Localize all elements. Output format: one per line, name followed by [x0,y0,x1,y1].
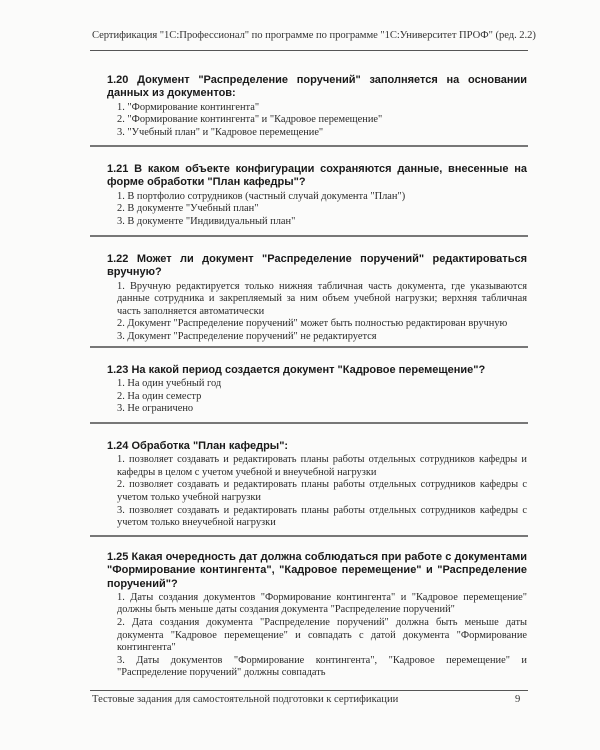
question-title: 1.20 Документ "Распределение поручений" заполняется на основании данных из документов: [107,74,527,100]
answer-list [107,592,527,680]
answer-list [107,102,527,140]
answer-option: 1. На один учебный год [117,378,222,390]
answer-option: 1. "Формирование контингента" [117,101,260,113]
answer-list [107,281,527,344]
answer-option: 1. Даты создания документов "Формирование контингента" и "Кадровое перемещение" должны быть меньше даты создания документа "Распределение поручений" [117,591,527,616]
page-footer: Тестовые задания для самостоятельной подготовки к сертификации [92,694,399,705]
question-1-21 [107,163,527,228]
answer-option: 3. позволяет создавать и редактировать планы работы отдельных сотрудников кафедры с учетом только внеучебной нагрузки [117,504,527,529]
question-divider [90,346,528,348]
question-title: 1.21 В каком объекте конфигурации сохраняются данные, внесенные на форме обработки "План кафедры"? [107,163,527,189]
question-divider [90,235,528,237]
answer-option: 2. На один семестр [117,390,202,402]
answer-option: 3. Не ограничено [117,403,194,415]
question-1-23 [107,364,527,416]
answer-option: 1. В портфолио сотрудников (частный случай документа "План") [117,190,406,202]
answer-option: 2. Дата создания документа "Распределение поручений" должна быть меньше даты документа "Кадровое перемещение" и совпадать с датой документа "Формирование контингента" [117,617,527,654]
answer-option: 3. Документ "Распределение поручений" не редактируется [117,330,377,342]
answer-option: 2. Документ "Распределение поручений" может быть полностью редактирован вручную [117,318,508,330]
answer-list [107,454,527,530]
answer-option: 3. В документе "Индивидуальный план" [117,215,296,227]
answer-option: 2. В документе "Учебный план" [117,203,259,215]
page-number: 9 [515,694,521,705]
answer-list [107,378,527,416]
question-title: 1.25 Какая очередность дат должна соблюдаться при работе с документами "Формирование контингента", "Кадровое перемещение" и "Распределение поручений"? [107,551,527,590]
question-divider [90,422,528,424]
question-title: 1.24 Обработка "План кафедры": [107,440,289,452]
answer-option: 1. Вручную редактируется только нижняя табличная часть документа, где указываются данные сотрудника и закрепляемый за ним объем учебной нагрузки; верхняя табличная часть заполняется автоматически [117,280,527,317]
page-header: Сертификация "1С:Профессионал" по программе по программе "1С:Университет ПРОФ" (ред. 2.2) [92,30,536,41]
question-1-22 [107,253,527,344]
answer-option: 3. "Учебный план" и "Кадровое перемещение" [117,126,324,138]
header-divider [90,50,528,51]
answer-list [107,191,527,229]
answer-option: 3. Даты документов "Формирование контингента", "Кадровое перемещение" и "Распределение поручений" должны совпадать [117,654,527,679]
answer-option: 1. позволяет создавать и редактировать планы работы отдельных сотрудников кафедры и кафедры в целом с учетом учебной и внеучебной нагрузки [117,454,527,478]
question-title: 1.23 На какой период создается документ "Кадровое перемещение"? [107,364,486,376]
footer-divider [90,690,528,691]
question-1-20 [107,74,527,139]
answer-option: 2. "Формирование контингента" и "Кадровое перемещение" [117,114,383,126]
question-title: 1.22 Может ли документ "Распределение поручений" редактироваться вручную? [107,253,527,279]
question-1-25 [107,551,527,680]
question-divider [90,145,528,147]
answer-option: 2. позволяет создавать и редактировать планы работы отдельных сотрудников кафедры с учетом только учебной нагрузки [117,479,527,504]
question-1-24 [107,440,527,530]
question-divider [90,535,528,537]
